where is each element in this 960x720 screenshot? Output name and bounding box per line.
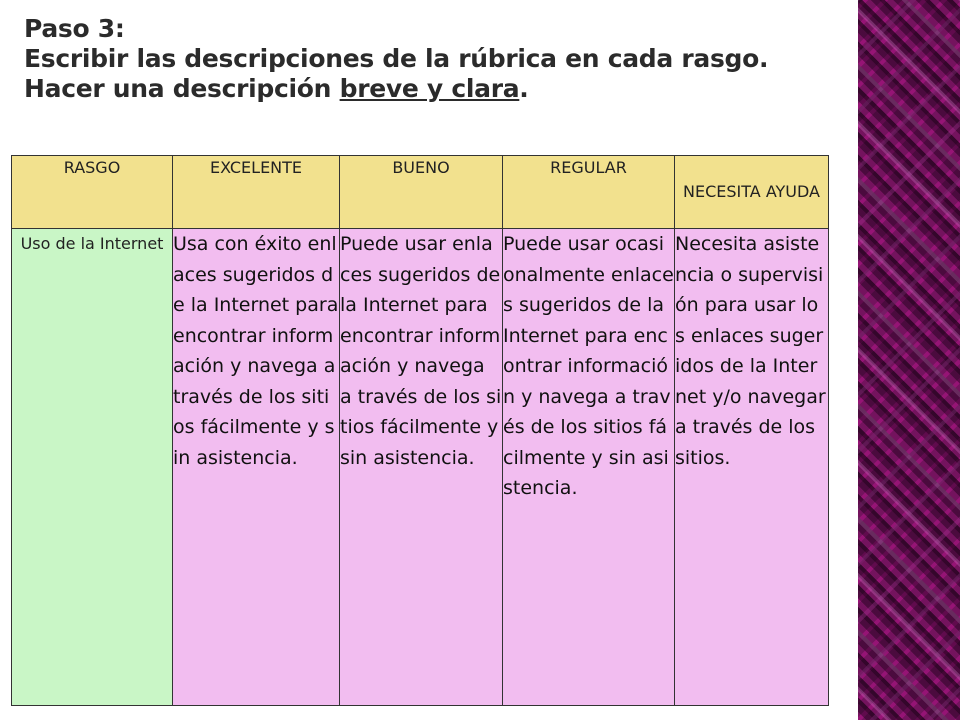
header-bueno: BUENO bbox=[340, 156, 503, 229]
slide-title bbox=[24, 14, 844, 104]
title-line3-pre: Hacer una descripción bbox=[24, 74, 340, 103]
cell-necesita-ayuda: Necesita asistencia o supervisión para usar los enlaces sugeridos de la Internet y/o navegar a través de los sitios. bbox=[675, 229, 829, 706]
title-instruction: Escribir las descripciones de la rúbrica en cada rasgo. bbox=[24, 44, 769, 73]
title-instruction-2 bbox=[24, 74, 844, 104]
cell-regular: Puede usar ocasionalmente enlaces sugeridos de la Internet para encontrar información y navega a través de los sitios fácilmente y sin asistencia. bbox=[503, 229, 675, 706]
rubric-table bbox=[11, 155, 829, 706]
header-necesita-ayuda: NECESITA AYUDA bbox=[675, 156, 829, 229]
title-underlined-phrase: breve y clara bbox=[339, 74, 520, 103]
title-line3-post: . bbox=[519, 74, 529, 103]
table-header-row bbox=[12, 156, 829, 229]
header-excelente: EXCELENTE bbox=[173, 156, 340, 229]
cell-trait: Uso de la Internet bbox=[12, 229, 173, 706]
cell-bueno: Puede usar enlaces sugeridos de la Internet para encontrar información y navega a través de los sitios fácilmente y sin asistencia. bbox=[340, 229, 503, 706]
header-regular: REGULAR bbox=[503, 156, 675, 229]
table-row bbox=[12, 229, 829, 706]
title-step: Paso 3: bbox=[24, 14, 125, 43]
header-rasgo: RASGO bbox=[12, 156, 173, 229]
decorative-side-pattern bbox=[858, 0, 960, 720]
cell-excelente: Usa con éxito enlaces sugeridos de la Internet para encontrar información y navega a través de los sitios fácilmente y sin asistencia. bbox=[173, 229, 340, 706]
